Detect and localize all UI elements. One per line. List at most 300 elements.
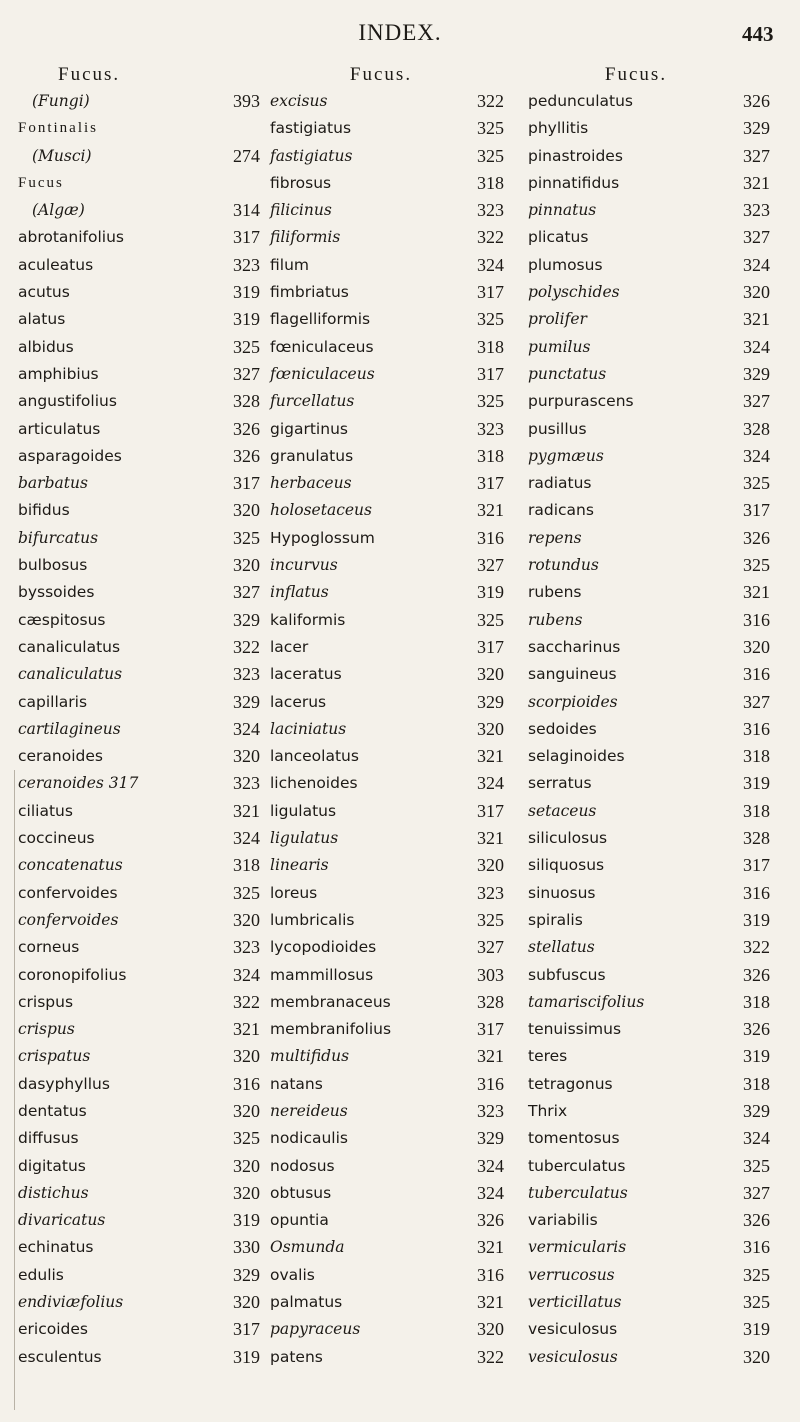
entry-term: subfuscus (528, 965, 606, 984)
index-entry (528, 880, 784, 907)
entry-term: corneus (18, 938, 80, 957)
index-entry (18, 1289, 270, 1316)
index-entry (270, 1180, 522, 1207)
entry-term: tomentosus (528, 1129, 620, 1148)
entry-term: herbaceus (270, 474, 352, 493)
entry-page: 320 (233, 1046, 260, 1067)
entry-term: membranaceus (270, 992, 391, 1011)
index-column-1 (18, 62, 270, 1371)
index-entry (528, 443, 784, 470)
entry-term: phyllitis (528, 119, 589, 138)
index-entry (528, 770, 784, 797)
entry-page: 319 (233, 282, 260, 303)
index-entry (270, 497, 522, 524)
entry-page: 321 (477, 500, 504, 521)
entry-term: abrotanifolius (18, 228, 125, 247)
index-entry (270, 1125, 522, 1152)
entry-term: vesiculosus (528, 1320, 618, 1339)
index-entry (18, 743, 270, 770)
entry-term: laciniatus (270, 719, 347, 738)
entry-term: polyschides (528, 283, 620, 302)
entry-term: fœniculaceus (270, 364, 375, 383)
entry-term: tenuissimus (528, 1020, 622, 1039)
index-entry (528, 1016, 784, 1043)
entry-term: fœniculaceus (270, 337, 374, 356)
index-entry (18, 607, 270, 634)
page-title: INDEX. (358, 20, 442, 45)
entry-page: 326 (743, 964, 770, 985)
entry-page: 325 (477, 145, 504, 166)
entry-term: siliquosus (528, 856, 605, 875)
entry-term: obtusus (270, 1183, 332, 1202)
entry-page: 316 (743, 1237, 770, 1258)
entry-page: 319 (743, 1319, 770, 1340)
index-entry (528, 361, 784, 388)
index-entry (270, 1153, 522, 1180)
index-entry (270, 88, 522, 115)
entry-term: filum (270, 255, 309, 274)
index-entry (528, 170, 784, 197)
entry-term: bulbosus (18, 556, 88, 575)
index-entry (270, 934, 522, 961)
index-entry (528, 798, 784, 825)
entry-term: lanceolatus (270, 747, 359, 766)
entry-term: ligulatus (270, 801, 337, 820)
index-entry (528, 1207, 784, 1234)
index-entry (18, 825, 270, 852)
index-entry (528, 934, 784, 961)
entry-term: multifidus (270, 1047, 350, 1066)
page-number: 443 (742, 22, 774, 46)
entry-page: 327 (743, 691, 770, 712)
entry-term: tetragonus (528, 1074, 613, 1093)
entry-term: capillaris (18, 692, 88, 711)
entry-term: concatenatus (18, 856, 123, 875)
index-entry (528, 497, 784, 524)
index-entry (528, 1125, 784, 1152)
entry-term: ciliatus (18, 801, 73, 820)
entry-page: 317 (233, 227, 260, 248)
column-heading: Fucus. (349, 64, 413, 85)
entry-page: 316 (743, 609, 770, 630)
index-entry (270, 1016, 522, 1043)
index-entry (18, 115, 270, 142)
index-entry (270, 197, 522, 224)
index-entry (528, 634, 784, 661)
index-entry (528, 989, 784, 1016)
entry-term: teres (528, 1047, 568, 1066)
index-entry (528, 1043, 784, 1070)
entry-page: 326 (743, 1019, 770, 1040)
index-entry (528, 525, 784, 552)
entry-term: membranifolius (270, 1020, 392, 1039)
index-entry (18, 1016, 270, 1043)
index-entry (18, 388, 270, 415)
index-entry (18, 306, 270, 333)
entry-term: digitatus (18, 1156, 86, 1175)
entry-term: lacerus (270, 692, 327, 711)
entry-page: 321 (233, 1019, 260, 1040)
index-entry (18, 497, 270, 524)
entry-term: tuberculatus (528, 1156, 626, 1175)
entry-page: 319 (233, 1210, 260, 1231)
entry-page: 324 (477, 1182, 504, 1203)
index-entry (18, 689, 270, 716)
entry-page: 318 (743, 800, 770, 821)
index-entry (18, 1316, 270, 1343)
entry-page: 327 (477, 937, 504, 958)
entry-page: 321 (233, 800, 260, 821)
entry-term: ligulatus (270, 829, 339, 848)
entry-page: 327 (743, 391, 770, 412)
index-entry (528, 689, 784, 716)
entry-term: holosetaceus (270, 501, 372, 520)
index-entry (18, 661, 270, 688)
index-entry (270, 989, 522, 1016)
entry-page: 326 (233, 418, 260, 439)
index-entry (528, 388, 784, 415)
entry-page: 323 (233, 664, 260, 685)
entry-page: 325 (477, 118, 504, 139)
index-entry (18, 1153, 270, 1180)
entry-page: 316 (233, 1073, 260, 1094)
entry-page: 318 (477, 445, 504, 466)
entry-page: 320 (743, 1346, 770, 1367)
entry-term: echinatus (18, 1238, 94, 1257)
entry-term: rotundus (528, 556, 599, 575)
index-entry (270, 1071, 522, 1098)
entry-term: articulatus (18, 419, 101, 438)
entry-page: 321 (477, 828, 504, 849)
index-entry (270, 743, 522, 770)
index-entry (270, 798, 522, 825)
entry-page: 319 (477, 582, 504, 603)
index-entry (270, 1098, 522, 1125)
entry-page: 320 (477, 718, 504, 739)
entry-page: 325 (233, 882, 260, 903)
entry-term: ovalis (270, 1265, 315, 1284)
entry-page: 324 (477, 1155, 504, 1176)
entry-page: 328 (743, 418, 770, 439)
entry-page: 319 (743, 773, 770, 794)
entry-page: 317 (477, 473, 504, 494)
entry-term: punctatus (528, 364, 607, 383)
entry-page: 321 (477, 1292, 504, 1313)
entry-page: 316 (477, 1264, 504, 1285)
index-entry (528, 907, 784, 934)
index-entry (270, 880, 522, 907)
index-entry (18, 1098, 270, 1125)
index-entry (270, 770, 522, 797)
index-entry (528, 716, 784, 743)
entry-list (18, 88, 270, 1371)
index-entry (528, 1180, 784, 1207)
entry-page: 320 (233, 500, 260, 521)
index-entry (18, 143, 270, 170)
index-entry (528, 607, 784, 634)
entry-page: 326 (743, 527, 770, 548)
entry-page: 317 (233, 1319, 260, 1340)
entry-term: linearis (270, 856, 329, 875)
entry-page: 321 (743, 172, 770, 193)
entry-term: divaricatus (18, 1211, 106, 1230)
entry-page: 323 (477, 882, 504, 903)
entry-term: fastigiatus (270, 146, 353, 165)
column-heading: Fucus. (604, 64, 668, 85)
entry-term: endiviæfolius (18, 1293, 124, 1312)
entry-page: 318 (233, 855, 260, 876)
entry-page: 318 (743, 1073, 770, 1094)
entry-page: 320 (233, 746, 260, 767)
index-entry (18, 252, 270, 279)
entry-term: pumilus (528, 337, 591, 356)
entry-page: 323 (477, 1100, 504, 1121)
entry-term: tamariscifolius (528, 992, 645, 1011)
entry-page: 318 (477, 336, 504, 357)
index-entry (18, 1125, 270, 1152)
entry-term: ceranoides (18, 747, 103, 766)
index-entry (528, 279, 784, 306)
margin-rule (14, 770, 15, 1410)
index-entry (18, 634, 270, 661)
entry-page: 320 (233, 909, 260, 930)
entry-page: 329 (477, 691, 504, 712)
entry-page: 325 (743, 1155, 770, 1176)
entry-page: 325 (743, 555, 770, 576)
index-entry (18, 989, 270, 1016)
entry-page: 328 (477, 991, 504, 1012)
entry-term: cæspitosus (18, 610, 106, 629)
index-entry (18, 716, 270, 743)
index-entry (528, 1289, 784, 1316)
entry-page: 322 (233, 991, 260, 1012)
entry-term: canaliculatus (18, 665, 123, 684)
entry-page: 326 (743, 1210, 770, 1231)
entry-term: lycopodioides (270, 938, 377, 957)
index-entry (528, 334, 784, 361)
index-entry (18, 1234, 270, 1261)
entry-page: 316 (477, 527, 504, 548)
entry-list (270, 88, 522, 1371)
entry-term: coronopifolius (18, 965, 127, 984)
entry-term: amphibius (18, 364, 99, 383)
index-entry (270, 1262, 522, 1289)
index-entry (270, 279, 522, 306)
entry-page: 316 (743, 882, 770, 903)
index-entry (270, 1043, 522, 1070)
entry-page: 326 (477, 1210, 504, 1231)
entry-page: 327 (743, 1182, 770, 1203)
entry-page: 325 (233, 336, 260, 357)
index-entry (270, 962, 522, 989)
entry-term: cartilagineus (18, 719, 121, 738)
index-entry (270, 170, 522, 197)
entry-page: 317 (233, 473, 260, 494)
index-entry (270, 252, 522, 279)
index-entry (18, 88, 270, 115)
entry-page: 325 (477, 391, 504, 412)
entry-term: (Algæ) (32, 201, 85, 220)
entry-term: palmatus (270, 1293, 343, 1312)
entry-term: Fontinalis (18, 120, 99, 137)
entry-term: edulis (18, 1265, 64, 1284)
entry-page: 324 (477, 773, 504, 794)
entry-term: pusillus (528, 419, 587, 438)
entry-term: radiatus (528, 474, 592, 493)
index-entry (528, 1262, 784, 1289)
entry-term: selaginoides (528, 747, 625, 766)
entry-term: (Musci) (32, 146, 92, 165)
index-entry (528, 552, 784, 579)
entry-page: 325 (477, 909, 504, 930)
entry-page: 323 (233, 937, 260, 958)
index-entry (270, 306, 522, 333)
entry-page: 317 (477, 800, 504, 821)
index-entry (18, 361, 270, 388)
entry-list (528, 88, 784, 1371)
entry-page: 328 (233, 391, 260, 412)
entry-page: 321 (743, 309, 770, 330)
entry-page: 324 (233, 964, 260, 985)
entry-term: natans (270, 1074, 323, 1093)
index-entry (18, 1043, 270, 1070)
entry-term: scorpioides (528, 692, 618, 711)
entry-term: dentatus (18, 1101, 87, 1120)
index-entry (18, 1262, 270, 1289)
entry-page: 393 (233, 91, 260, 111)
entry-page: 319 (743, 909, 770, 930)
index-entry (18, 197, 270, 224)
entry-page: 326 (233, 445, 260, 466)
index-entry (270, 852, 522, 879)
entry-page: 325 (477, 309, 504, 330)
entry-term: confervoides (18, 883, 118, 902)
entry-page: 327 (477, 555, 504, 576)
index-entry (270, 1289, 522, 1316)
entry-page: 317 (477, 363, 504, 384)
entry-term: coccineus (18, 829, 95, 848)
entry-page: 324 (743, 336, 770, 357)
index-entry (18, 798, 270, 825)
entry-term: Osmunda (270, 1238, 345, 1257)
index-column-2 (270, 62, 522, 1371)
entry-page: 320 (233, 1155, 260, 1176)
entry-term: esculentus (18, 1347, 102, 1366)
entry-page: 324 (743, 254, 770, 275)
entry-term: confervoides (18, 910, 119, 929)
entry-term: pedunculatus (528, 92, 633, 110)
entry-term: papyraceus (270, 1320, 361, 1339)
entry-page: 320 (477, 1319, 504, 1340)
entry-page: 321 (477, 746, 504, 767)
entry-term: ceranoides 317 (18, 774, 139, 793)
entry-term: excisus (270, 92, 328, 110)
index-entry (528, 825, 784, 852)
entry-term: laceratus (270, 665, 342, 684)
entry-term: alatus (18, 310, 66, 329)
entry-page: 327 (743, 145, 770, 166)
entry-page: 321 (477, 1237, 504, 1258)
entry-page: 325 (233, 527, 260, 548)
entry-term: filiformis (270, 228, 341, 247)
index-entry (270, 388, 522, 415)
index-entry (18, 962, 270, 989)
index-entry (18, 1071, 270, 1098)
entry-term: bifidus (18, 501, 70, 520)
index-column-3 (528, 62, 784, 1371)
entry-page: 329 (743, 363, 770, 384)
entry-page: 317 (477, 1019, 504, 1040)
index-entry (528, 143, 784, 170)
entry-page: 319 (233, 1346, 260, 1367)
entry-term: pygmæus (528, 446, 604, 465)
entry-term: byssoides (18, 583, 95, 602)
entry-page: 319 (743, 1046, 770, 1067)
entry-term: ericoides (18, 1320, 88, 1339)
entry-term: angustifolius (18, 392, 117, 411)
entry-term: canaliculatus (18, 637, 121, 656)
index-entry (270, 334, 522, 361)
entry-term: dasyphyllus (18, 1074, 110, 1093)
index-entry (18, 224, 270, 251)
entry-term: nodicaulis (270, 1129, 348, 1148)
index-entry (528, 88, 784, 115)
entry-term: sedoides (528, 719, 597, 738)
index-entry (528, 661, 784, 688)
entry-term: crispus (18, 992, 74, 1011)
index-entry (528, 852, 784, 879)
entry-term: inflatus (270, 583, 329, 602)
entry-page: 320 (743, 282, 770, 303)
index-entry (270, 224, 522, 251)
entry-page: 318 (743, 991, 770, 1012)
entry-page: 329 (743, 1100, 770, 1121)
index-entry (270, 907, 522, 934)
entry-term: Thrix (528, 1101, 568, 1120)
index-entry (18, 907, 270, 934)
entry-term: vermicularis (528, 1238, 627, 1257)
index-entry (270, 470, 522, 497)
entry-term: verrucosus (528, 1265, 615, 1284)
entry-term: asparagoides (18, 446, 122, 465)
entry-term: crispus (18, 1020, 75, 1039)
entry-term: Hypoglossum (270, 528, 375, 547)
entry-page: 320 (233, 1292, 260, 1313)
entry-term: repens (528, 528, 582, 547)
entry-page: 322 (743, 937, 770, 958)
entry-page: 322 (477, 227, 504, 248)
entry-term: diffusus (18, 1129, 79, 1148)
entry-page: 320 (477, 664, 504, 685)
index-entry (18, 880, 270, 907)
entry-term: fibrosus (270, 173, 332, 192)
entry-page: 329 (233, 691, 260, 712)
entry-term: (Fungi) (32, 92, 90, 110)
index-entry (270, 1344, 522, 1371)
index-entry (528, 470, 784, 497)
index-entry (270, 443, 522, 470)
entry-page: 325 (743, 473, 770, 494)
entry-page: 318 (743, 746, 770, 767)
entry-term: plumosus (528, 255, 603, 274)
index-entry (528, 962, 784, 989)
column-heading: Fucus. (58, 64, 121, 85)
entry-term: spiralis (528, 910, 583, 929)
index-entry (18, 1207, 270, 1234)
index-entry (18, 525, 270, 552)
index-entry (270, 525, 522, 552)
entry-page: 318 (477, 172, 504, 193)
